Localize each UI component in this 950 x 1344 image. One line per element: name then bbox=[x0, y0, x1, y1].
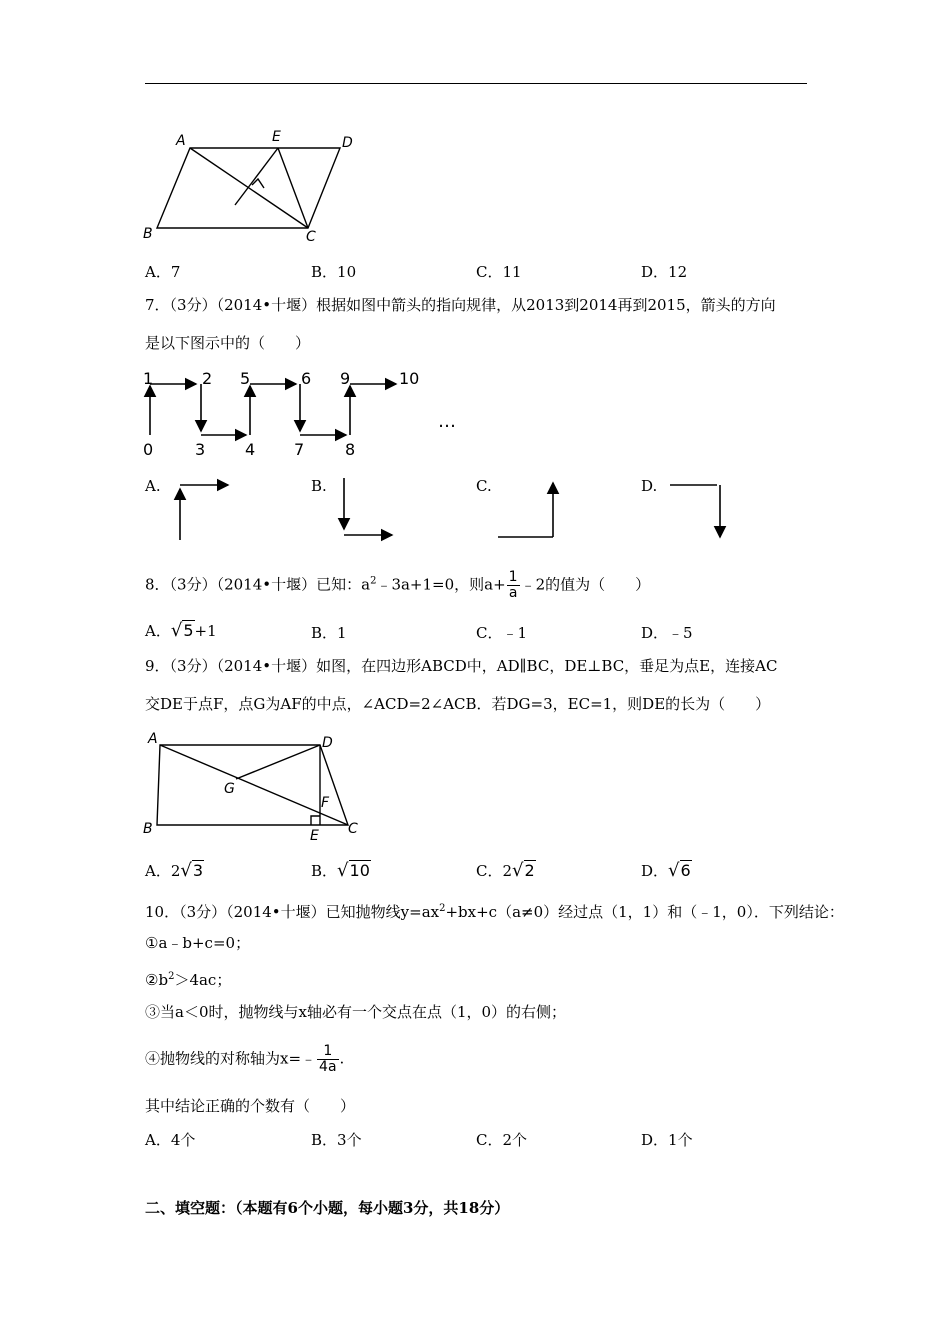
q9-option-a[interactable]: A．2√3 bbox=[145, 860, 204, 881]
q7-num-1: 1 bbox=[143, 369, 154, 388]
q6-option-c[interactable]: C．11 bbox=[476, 263, 522, 281]
q9-label-d: D bbox=[322, 735, 333, 751]
q10-question: 其中结论正确的个数有（ ） bbox=[145, 1097, 356, 1115]
q7-num-5: 5 bbox=[240, 369, 251, 388]
header-rule bbox=[145, 83, 807, 84]
q7-option-c-icon[interactable] bbox=[495, 475, 560, 545]
q6-option-a[interactable]: A．7 bbox=[145, 263, 181, 281]
q8-question bbox=[145, 570, 650, 601]
q7-num-4: 4 bbox=[245, 440, 256, 459]
q9-option-c[interactable]: C．2√2 bbox=[476, 860, 535, 881]
q7-num-2: 2 bbox=[202, 369, 213, 388]
q6-label-a: A bbox=[176, 133, 186, 149]
q7-num-3: 3 bbox=[195, 440, 206, 459]
q6-label-c: C bbox=[306, 229, 316, 245]
q8-option-b[interactable]: B．1 bbox=[311, 624, 347, 642]
q8-option-a[interactable]: A．√5+1 bbox=[145, 620, 217, 641]
q7-option-c-label[interactable]: C. bbox=[476, 477, 492, 495]
q6-parallelogram-figure bbox=[140, 125, 370, 245]
q10-option-d[interactable]: D．1个 bbox=[641, 1131, 693, 1149]
section-2-heading: 二、填空题：（本题有6个小题，每小题3分，共18分） bbox=[145, 1199, 510, 1217]
q10-fraction: $\frac{1}{4a}$ bbox=[319, 1043, 337, 1075]
q9-label-g: G bbox=[224, 781, 235, 797]
q9-line2: 交DE于点F，点G为AF的中点，∠ACD=2∠ACB．若DG=3，EC=1，则DE的长为（ ） bbox=[145, 695, 771, 713]
q7-arrow-sequence-figure bbox=[138, 365, 478, 465]
q8-option-d[interactable]: D．﹣5 bbox=[641, 624, 693, 642]
q8-fraction: $\frac{1}{a}$ bbox=[508, 569, 518, 601]
q7-num-8: 8 bbox=[345, 440, 356, 459]
q8-exp: 2 bbox=[370, 575, 377, 587]
q9-line1: 9．（3分）（2014•十堰）如图，在四边形ABCD中，AD∥BC，DE⊥BC，垂足为点E，连接AC bbox=[145, 657, 778, 675]
q7-option-b-label[interactable]: B. bbox=[311, 477, 327, 495]
q10-conclusion-1: ①a﹣b+c=0； bbox=[145, 934, 251, 952]
q10-line1: 10．（3分）（2014•十堰）已知抛物线$y=ax^2+bx+c(a\ne 0)$经过点（1，1）和（﹣1，0）．下列结论： bbox=[145, 903, 844, 921]
q7-line2: 是以下图示中的（ ） bbox=[145, 334, 311, 352]
q6-label-d: D bbox=[342, 135, 353, 151]
q8-option-c[interactable]: C．﹣1 bbox=[476, 624, 528, 642]
q7-option-d-label[interactable]: D. bbox=[641, 477, 658, 495]
q6-option-d[interactable]: D．12 bbox=[641, 263, 688, 281]
q9-label-e: E bbox=[310, 828, 319, 844]
q8-suffix: ﹣2的值为（ ） bbox=[520, 575, 651, 594]
q8-prefix: 8．（3分）（2014•十堰）已知：a bbox=[145, 575, 371, 594]
q10-conclusion-3: ③当a＜0时，抛物线与x轴必有一个交点在点（1，0）的右侧； bbox=[145, 1003, 567, 1021]
q7-option-a-icon[interactable] bbox=[170, 475, 235, 545]
q7-num-6: 6 bbox=[301, 369, 312, 388]
q10-conclusion-2: $②b^2>4ac$； bbox=[145, 971, 232, 989]
q9-quadrilateral-figure bbox=[140, 727, 370, 847]
q7-num-0: 0 bbox=[143, 440, 154, 459]
q9-label-a: A bbox=[148, 731, 158, 747]
q7-option-d-icon[interactable] bbox=[665, 475, 730, 545]
q7-option-a-label[interactable]: A. bbox=[145, 477, 161, 495]
q10-conclusion-4: ④抛物线的对称轴为x=﹣ $\frac{1}{4a}$ . bbox=[145, 1043, 345, 1075]
q10-option-b[interactable]: B．3个 bbox=[311, 1131, 362, 1149]
q7-option-b-icon[interactable] bbox=[336, 475, 401, 545]
q9-option-b[interactable]: B．√10 bbox=[311, 860, 370, 881]
q6-label-b: B bbox=[143, 226, 153, 242]
q9-label-b: B bbox=[143, 821, 153, 837]
q9-label-f: F bbox=[321, 795, 330, 811]
q10-option-a[interactable]: A．4个 bbox=[145, 1131, 196, 1149]
q6-option-b[interactable]: B．10 bbox=[311, 263, 357, 281]
q7-num-10: 10 bbox=[399, 369, 420, 388]
q7-num-7: 7 bbox=[294, 440, 305, 459]
q9-option-d[interactable]: D．√6 bbox=[641, 860, 691, 881]
q8-mid: ﹣3a+1=0，则a+ bbox=[376, 575, 506, 594]
q7-line1: 7．（3分）（2014•十堰）根据如图中箭头的指向规律，从2013到2014再到2015，箭头的方向 bbox=[145, 296, 776, 314]
q10-option-c[interactable]: C．2个 bbox=[476, 1131, 528, 1149]
q7-ellipsis: … bbox=[438, 411, 456, 432]
q7-num-9: 9 bbox=[340, 369, 351, 388]
q6-label-e: E bbox=[272, 129, 281, 145]
q9-label-c: C bbox=[348, 821, 358, 837]
